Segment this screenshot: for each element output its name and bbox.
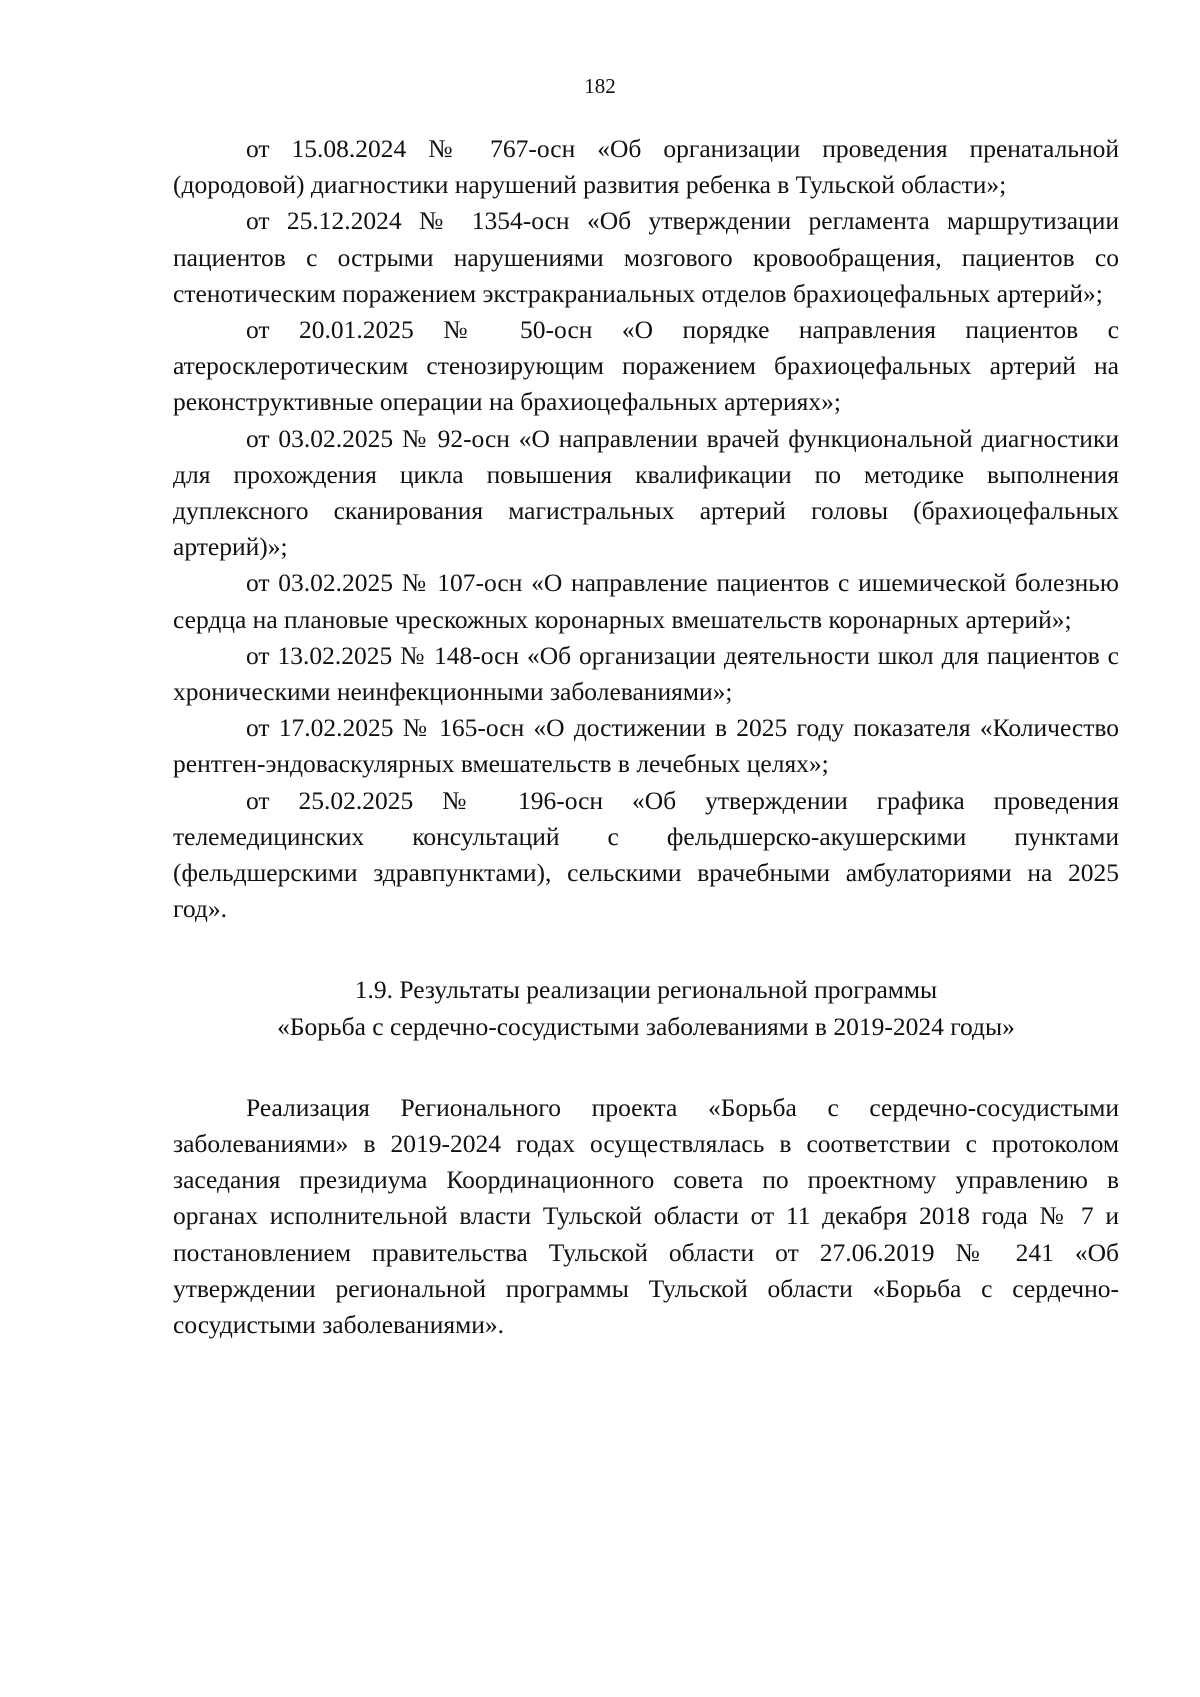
section-paragraph: Реализация Регионального проекта «Борьба с сердечно-сосудистыми заболеваниями» в 2019-2024 годах осуществлялась в соответствии с протоколом заседания президиума Координационного совета по проектному управлению в органах исполнительной власти Тульской области от 11 декабря 2018 года № 7 и постановлением правительства Тульской области от 27.06.2019 № 241 «Об утверждении региональной программы Тульской области «Борьба с сердечно-сосудистыми заболеваниями». (173, 1092, 1119, 1340)
list-item: от 03.02.2025 № 107-осн «О направление пациентов с ишемической болезнью сердца на плановые чрескожных коронарных вмешательств коронарных артерий»; (173, 568, 1119, 634)
list-item: от 17.02.2025 № 165-осн «О достижении в 2025 году показателя «Количество рентген-эндоваскулярных вмешательств в лечебных целях»; (173, 713, 1119, 779)
list-item: от 15.08.2024 № 767-осн «Об организации проведения пренатальной (дородовой) диагностики нарушений развития ребенка в Тульской области»; (173, 134, 1119, 200)
section-heading (173, 972, 1119, 1044)
list-item: от 13.02.2025 № 148-осн «Об организации деятельности школ для пациентов с хроническими неинфекционными заболеваниями»; (173, 640, 1119, 707)
document-body (173, 131, 1119, 1343)
list-item: от 25.12.2024 № 1354-осн «Об утверждении регламента маршрутизации пациентов с острыми нарушениями мозгового кровообращения, пациентов со стенотическим поражением экстракраниальных отделов брахиоцефальных артерий»; (173, 206, 1119, 308)
section-title-line-1: 1.9. Результаты реализации региональной программы (354, 975, 938, 1005)
section-title-line-2: «Борьба с сердечно-сосудистыми заболеваниями в 2019-2024 годы» (277, 1011, 1015, 1041)
list-item: от 03.02.2025 № 92-осн «О направлении врачей функциональной диагностики для прохождения цикла повышения квалификации по методике выполнения дуплексного сканирования магистральных артерий головы (брахиоцефальных артерий)»; (173, 423, 1119, 562)
page-number: 182 (584, 74, 616, 98)
list-item: от 25.02.2025 № 196-осн «Об утверждении графика проведения телемедицинских консультаций с фельдшерско-акушерскими пунктами (фельдшерскими здравпунктами), сельскими врачебными амбулаториями на 2025 год». (173, 785, 1119, 924)
list-item: от 20.01.2025 № 50-осн «О порядке направления пациентов с атеросклеротическим стенозирующим поражением брахиоцефальных артерий на реконструктивные операции на брахиоцефальных артериях»; (173, 315, 1119, 417)
